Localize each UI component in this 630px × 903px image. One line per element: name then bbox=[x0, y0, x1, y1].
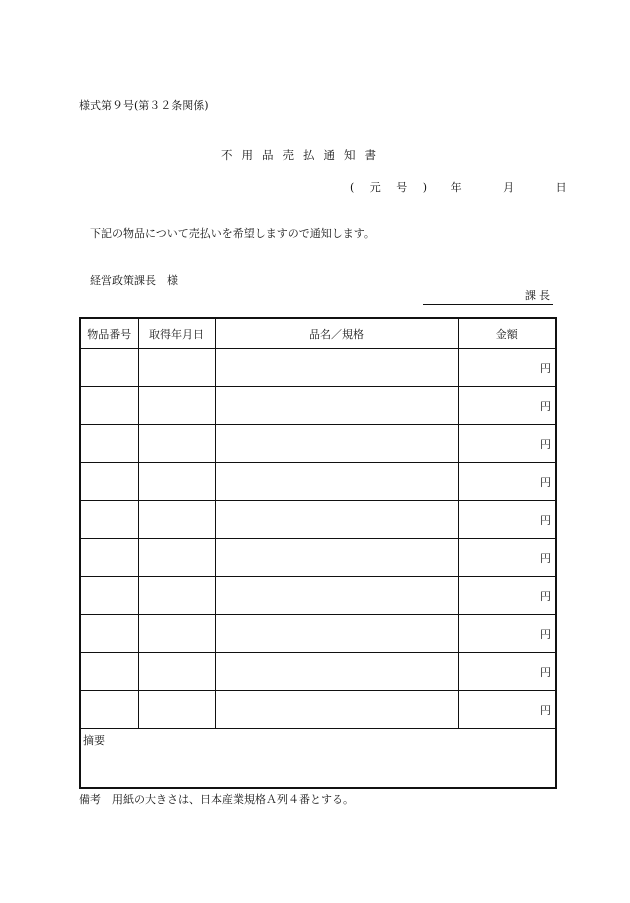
cell-amount[interactable]: 円 bbox=[458, 539, 556, 577]
cell-amount[interactable]: 円 bbox=[458, 463, 556, 501]
table-row bbox=[80, 653, 556, 691]
cell-acquisition-date[interactable] bbox=[138, 691, 215, 729]
table-header-row bbox=[80, 318, 556, 349]
remarks-cell[interactable] bbox=[80, 729, 556, 789]
month-label: 月 bbox=[503, 181, 515, 194]
table-row bbox=[80, 615, 556, 653]
table-row bbox=[80, 691, 556, 729]
cell-acquisition-date[interactable] bbox=[138, 539, 215, 577]
cell-acquisition-date[interactable] bbox=[138, 577, 215, 615]
cell-acquisition-date[interactable] bbox=[138, 501, 215, 539]
cell-item-number[interactable] bbox=[80, 387, 138, 425]
table-row bbox=[80, 577, 556, 615]
cell-item-name[interactable] bbox=[215, 539, 458, 577]
body-text: 下記の物品について売払いを希望しますので通知します。 bbox=[90, 227, 375, 240]
cell-item-number[interactable] bbox=[80, 577, 138, 615]
cell-amount[interactable]: 円 bbox=[458, 653, 556, 691]
cell-acquisition-date[interactable] bbox=[138, 615, 215, 653]
cell-item-number[interactable] bbox=[80, 653, 138, 691]
items-table bbox=[79, 317, 557, 789]
date-line bbox=[350, 179, 567, 195]
cell-item-number[interactable] bbox=[80, 463, 138, 501]
cell-item-number[interactable] bbox=[80, 501, 138, 539]
sender-signature-line: 課長 bbox=[423, 287, 553, 305]
document-title: 不用品売払通知書 bbox=[221, 148, 385, 162]
close-paren: ) bbox=[422, 181, 428, 194]
table-row bbox=[80, 463, 556, 501]
number-label: 号 bbox=[396, 181, 408, 194]
cell-item-name[interactable] bbox=[215, 577, 458, 615]
cell-amount[interactable]: 円 bbox=[458, 615, 556, 653]
header-item-number: 物品番号 bbox=[80, 318, 138, 349]
cell-amount[interactable]: 円 bbox=[458, 349, 556, 387]
cell-item-number[interactable] bbox=[80, 691, 138, 729]
cell-item-name[interactable] bbox=[215, 691, 458, 729]
footnote: 備考 用紙の大きさは、日本産業規格Ａ列４番とする。 bbox=[79, 793, 354, 806]
day-label: 日 bbox=[555, 181, 567, 194]
cell-item-name[interactable] bbox=[215, 425, 458, 463]
era-label: 元 bbox=[369, 181, 381, 194]
cell-amount[interactable]: 円 bbox=[458, 691, 556, 729]
cell-acquisition-date[interactable] bbox=[138, 387, 215, 425]
cell-amount[interactable]: 円 bbox=[458, 577, 556, 615]
cell-item-number[interactable] bbox=[80, 349, 138, 387]
table-row bbox=[80, 387, 556, 425]
cell-amount[interactable]: 円 bbox=[458, 425, 556, 463]
year-label: 年 bbox=[450, 181, 462, 194]
header-acquisition-date: 取得年月日 bbox=[138, 318, 215, 349]
cell-acquisition-date[interactable] bbox=[138, 349, 215, 387]
header-amount: 金額 bbox=[458, 318, 556, 349]
table-row bbox=[80, 501, 556, 539]
cell-item-name[interactable] bbox=[215, 653, 458, 691]
table-row bbox=[80, 425, 556, 463]
form-number: 様式第９号(第３２条関係) bbox=[79, 99, 209, 112]
cell-acquisition-date[interactable] bbox=[138, 653, 215, 691]
remarks-label: 摘要 bbox=[83, 734, 105, 747]
cell-item-number[interactable] bbox=[80, 615, 138, 653]
cell-item-number[interactable] bbox=[80, 539, 138, 577]
cell-item-name[interactable] bbox=[215, 463, 458, 501]
table-row bbox=[80, 349, 556, 387]
addressee: 経営政策課長 様 bbox=[90, 274, 178, 287]
header-item-name: 品名／規格 bbox=[215, 318, 458, 349]
cell-item-number[interactable] bbox=[80, 425, 138, 463]
cell-amount[interactable]: 円 bbox=[458, 387, 556, 425]
table-row bbox=[80, 539, 556, 577]
cell-item-name[interactable] bbox=[215, 349, 458, 387]
cell-amount[interactable]: 円 bbox=[458, 501, 556, 539]
cell-item-name[interactable] bbox=[215, 615, 458, 653]
open-paren: ( bbox=[350, 181, 355, 194]
cell-item-name[interactable] bbox=[215, 501, 458, 539]
cell-acquisition-date[interactable] bbox=[138, 463, 215, 501]
remarks-row bbox=[80, 729, 556, 789]
cell-item-name[interactable] bbox=[215, 387, 458, 425]
cell-acquisition-date[interactable] bbox=[138, 425, 215, 463]
